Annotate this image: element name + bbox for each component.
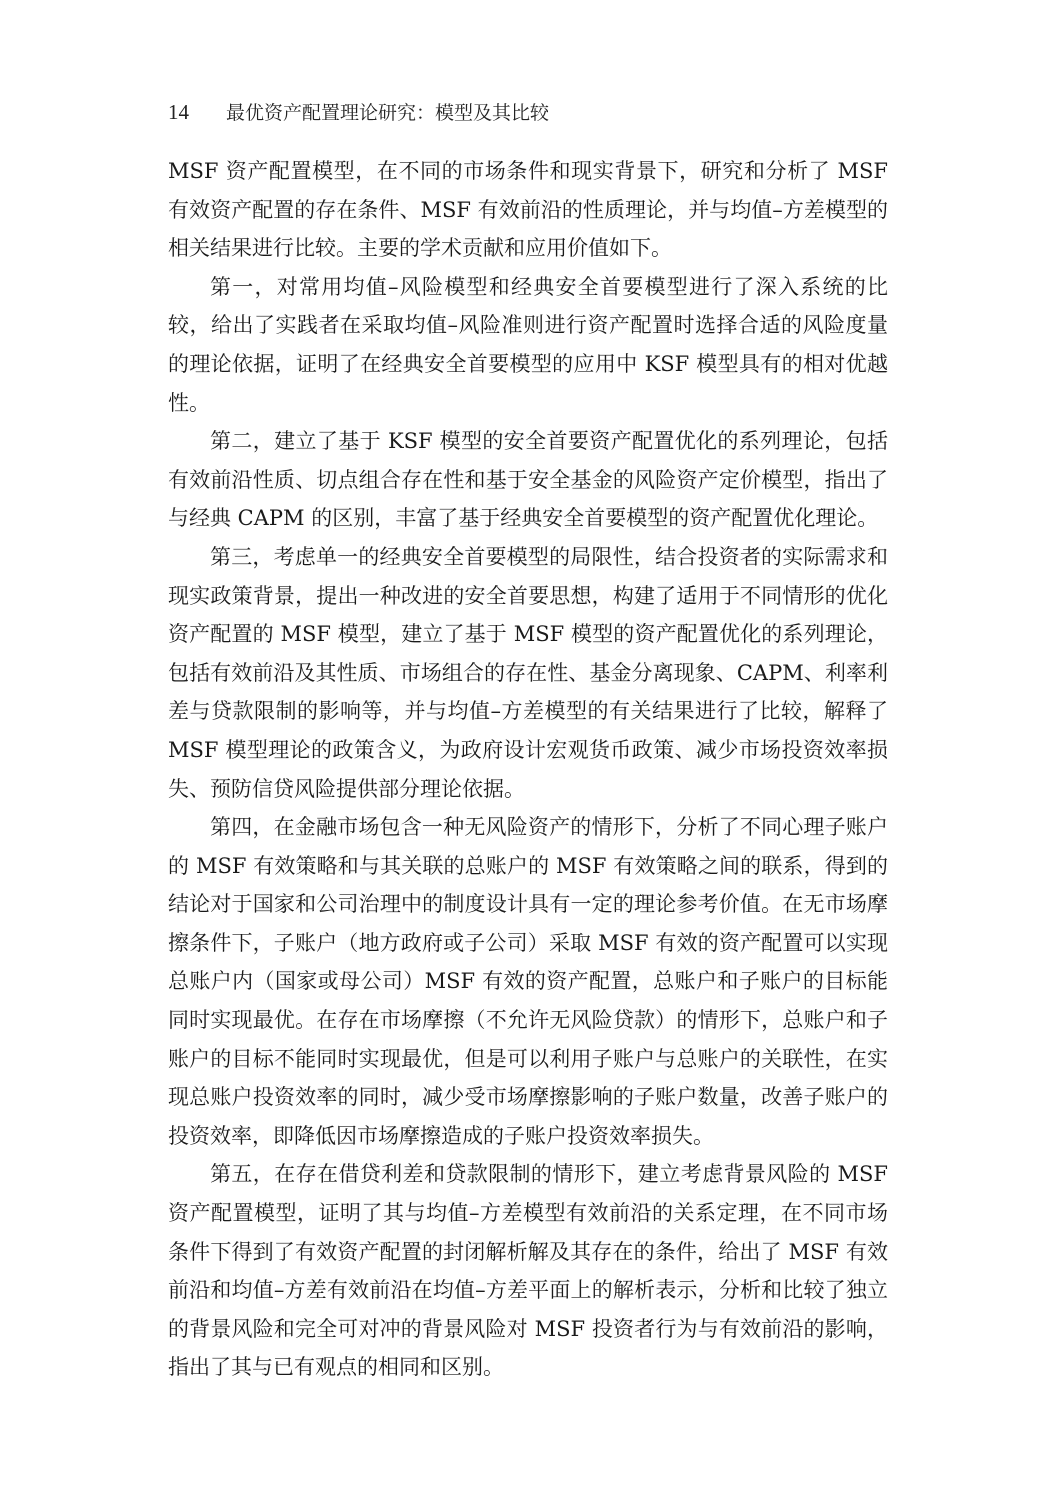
paragraph-contribution-2: 第二，建立了基于 KSF 模型的安全首要资产配置优化的系列理论，包括有效前沿性质、切点组合存在性和基于安全基金的风险资产定价模型，指出了与经典 CAPM 的区别，丰富了基于经典安全首要模型的资产配置优化理论。	[168, 429, 888, 531]
page-number: 14	[168, 100, 189, 124]
book-title: 最优资产配置理论研究：模型及其比较	[226, 102, 550, 124]
running-head	[168, 96, 549, 129]
paragraph-contribution-3: 第三，考虑单一的经典安全首要模型的局限性，结合投资者的实际需求和现实政策背景，提出一种改进的安全首要思想，构建了适用于不同情形的优化资产配置的 MSF 模型，建立了基于 MSF 模型的资产配置优化的系列理论，包括有效前沿及其性质、市场组合的存在性、基金分离现象、CAPM、利率利差与贷款限制的影响等，并与均值–方差模型的有关结果进行了比较，解释了 MSF 模型理论的政策含义，为政府设计宏观货币政策、减少市场投资效率损失、预防信贷风险提供部分理论依据。	[168, 544, 888, 801]
paragraph-contribution-4: 第四，在金融市场包含一种无风险资产的情形下，分析了不同心理子账户的 MSF 有效策略和与其关联的总账户的 MSF 有效策略之间的联系，得到的结论对于国家和公司治理中的制度设计具有一定的理论参考价值。在无市场摩擦条件下，子账户（地方政府或子公司）采取 MSF 有效的资产配置可以实现总账户内（国家或母公司）MSF 有效的资产配置，总账户和子账户的目标能同时实现最优。在存在市场摩擦（不允许无风险贷款）的情形下，总账户和子账户的目标不能同时实现最优，但是可以利用子账户与总账户的关联性，在实现总账户投资效率的同时，减少受市场摩擦影响的子账户数量，改善子账户的投资效率，即降低因市场摩擦造成的子账户投资效率损失。	[168, 815, 888, 1148]
paragraph-contribution-5: 第五，在存在借贷利差和贷款限制的情形下，建立考虑背景风险的 MSF 资产配置模型，证明了其与均值–方差模型有效前沿的关系定理，在不同市场条件下得到了有效资产配置的封闭解析解及其存在的条件，给出了 MSF 有效前沿和均值–方差有效前沿在均值–方差平面上的解析表示，分析和比较了独立的背景风险和完全可对冲的背景风险对 MSF 投资者行为与有效前沿的影响，指出了其与已有观点的相同和区别。	[168, 1162, 888, 1380]
body-text	[168, 152, 888, 1387]
paragraph-continuation: MSF 资产配置模型，在不同的市场条件和现实背景下，研究和分析了 MSF 有效资产配置的存在条件、MSF 有效前沿的性质理论，并与均值–方差模型的相关结果进行比较。主要的学术贡献和应用价值如下。	[168, 159, 888, 261]
paragraph-contribution-1: 第一，对常用均值–风险模型和经典安全首要模型进行了深入系统的比较，给出了实践者在采取均值–风险准则进行资产配置时选择合适的风险度量的理论依据，证明了在经典安全首要模型的应用中 KSF 模型具有的相对优越性。	[168, 274, 888, 415]
